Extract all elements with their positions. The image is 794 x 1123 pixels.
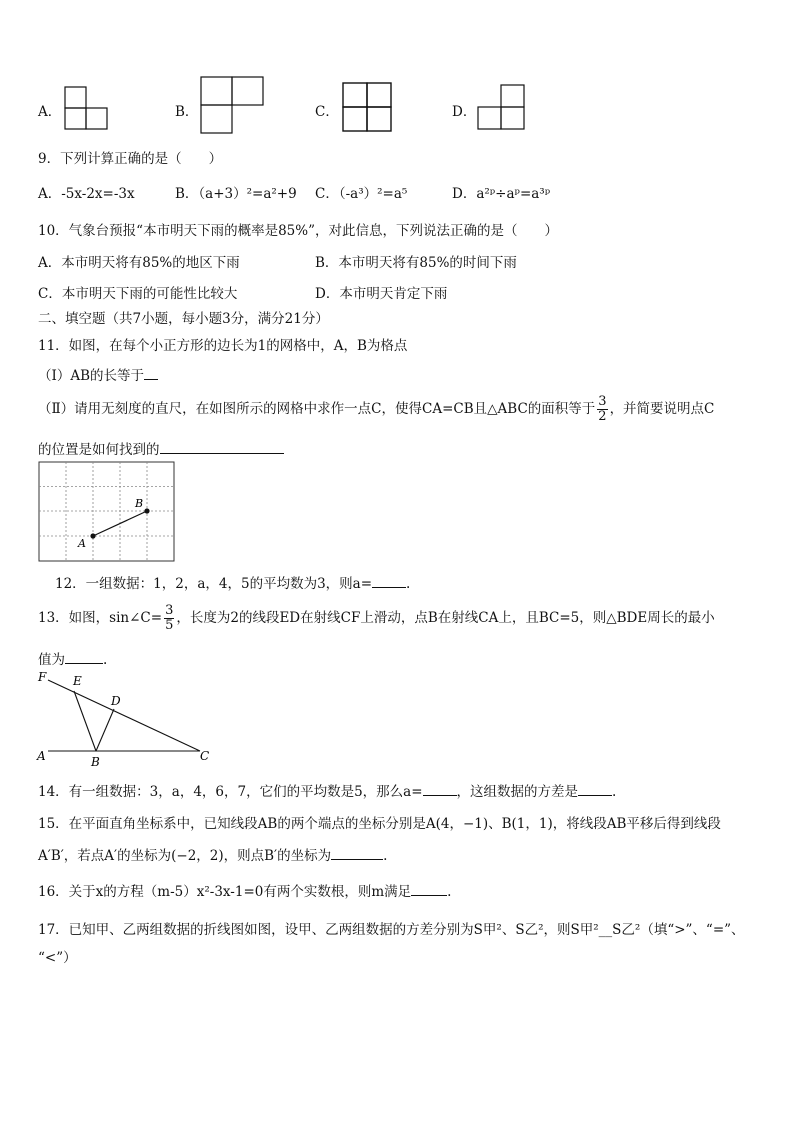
q11-grid-figure [38,461,175,562]
label-b2: B [91,755,100,768]
label-a2: A [37,749,46,763]
point-a [90,533,95,538]
q8-figure-b [200,76,266,136]
q11-fraction: $\frac{3}{2}$ [598,394,607,424]
q8-option-a: A． [38,104,62,120]
q10-option-a: A．本市明天将有85%的地区下雨 [38,255,240,271]
q15-line1: 15．在平面直角坐标系中，已知线段AB的两个端点的坐标分别是A(4，−1)、B(1，1)，将线段AB平移后得到线段 [38,816,721,832]
q16: 16．关于x的方程（m-5）x²-3x-1=0有两个实数根，则m满足 . [38,884,452,900]
section-heading: 二、填空题（共7小题，每小题3分，满分21分） [38,311,329,327]
label-a: A [78,537,86,550]
q17-line2: “<”） [38,950,77,966]
q8-figure-a [64,86,110,132]
q9-option-a: A．-5x-2x=-3x [38,186,135,202]
q15-line2: A′B′，若点A′的坐标为(−2，2)，则点B′的坐标为 . [38,848,388,864]
q11-stem: 11．如图，在每个小正方形的边长为1的网格中，A，B为格点 [38,338,408,354]
q11-part2-line2: 的位置是如何找到的 [38,438,284,458]
q8-option-b: B． [175,104,199,120]
point-b [144,508,149,513]
label-f: F [38,670,47,684]
q13-line2: 值为 . [38,652,108,668]
q10-option-d: D．本市明天肯定下雨 [315,286,448,302]
q11-part2: （Ⅱ）请用无刻度的直尺，在如图所示的网格中求作一点C，使得CA=CB且△ABC的面积等于 $\frac{3}{2}$ ，并简要说明点C [38,394,715,424]
q13-fraction: $\frac{3}{5}$ [165,603,174,633]
q9-option-c: C．（-a³）²=a⁵ [315,186,408,202]
q8-figure-c [342,82,394,134]
q8-option-c: C． [315,104,339,120]
q13-triangle-figure [36,670,218,768]
q14: 14．有一组数据：3，a，4，6，7，它们的平均数是5，那么a= ，这组数据的方差是 . [38,784,617,800]
q12: 12．一组数据：1，2，a，4，5的平均数为3，则a= . [55,576,411,592]
q10-option-b: B．本市明天将有85%的时间下雨 [315,255,517,271]
q8-figure-d [476,84,526,132]
label-c: C [200,749,210,763]
label-e: E [73,674,82,688]
q11-part1: （Ⅰ）AB的长等于 [38,364,158,384]
q10-stem: 10．气象台预报“本市明天下雨的概率是85%”，对此信息，下列说法正确的是（ ） [38,223,558,239]
q13: 13．如图，sin∠C= $\frac{3}{5}$ ，长度为2的线段ED在射线CF上滑动，点B在射线CA上，且BC=5，则△BDE周长的最小 [38,603,715,633]
label-d: D [111,694,121,708]
q10-option-c: C．本市明天下雨的可能性比较大 [38,286,238,302]
label-b: B [135,497,144,510]
q9-option-b: B．（a+3）²=a²+9 [175,186,297,202]
q9-option-d: D．a²ᵖ÷aᵖ=a³ᵖ [452,186,551,202]
q9-stem: 9．下列计算正确的是（ ） [38,151,223,167]
q8-option-d: D． [452,104,477,120]
q17-line1: 17．已知甲、乙两组数据的折线图如图，设甲、乙两组数据的方差分别为S甲²、S乙²，则S甲²__S乙²（填“>”、“=”、 [38,922,745,938]
